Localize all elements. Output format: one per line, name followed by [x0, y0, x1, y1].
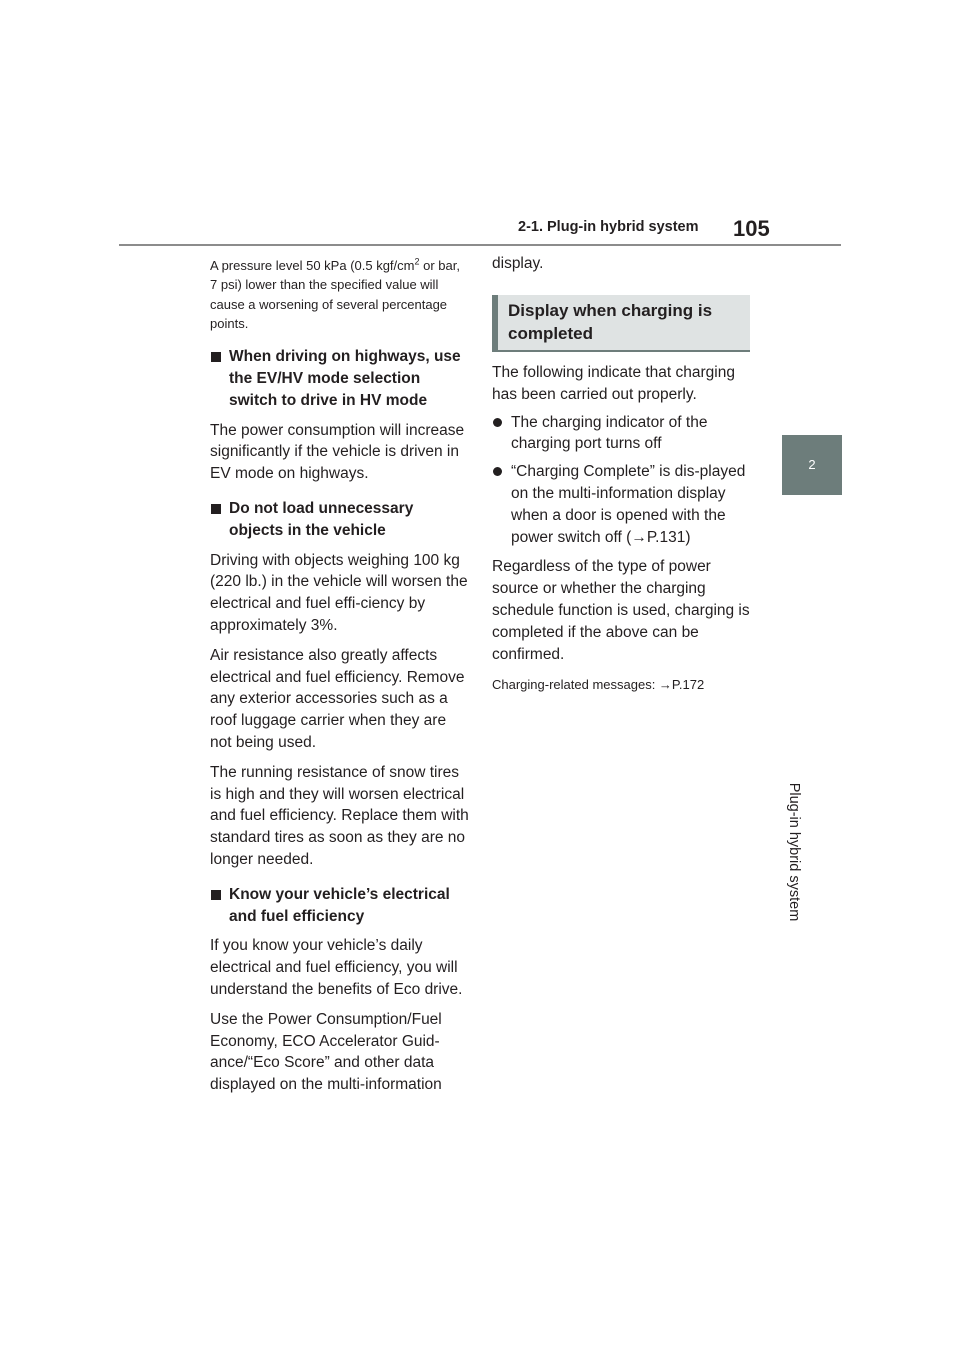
note-superscript: 2 [414, 256, 420, 267]
note-text-a: A pressure level 50 kPa (0.5 kgf/cm [210, 258, 415, 273]
bullet-dot-icon [493, 467, 502, 476]
paragraph: If you know your vehicle’s daily electrical and fuel efficiency, you will understand the benefits of Eco drive. [210, 937, 463, 998]
chapter-tab-label: Plug-in hybrid system [786, 782, 802, 922]
left-column [210, 256, 470, 1096]
section-heading-box: Display when charging is completed [492, 295, 750, 352]
paragraph: The following indicate that charging has been carried out properly. [492, 363, 735, 403]
paragraph: Driving with objects weighing 100 kg (220 lb.) in the vehicle will worsen the electrical and fuel effi-ciency by approximately 3%. [210, 551, 468, 634]
page-number: 105 [733, 216, 770, 241]
square-bullet-icon [211, 352, 221, 362]
subheading-text: Know your vehicle’s electrical and fuel efficiency [229, 885, 450, 925]
note-text-b: or bar, 7 psi) lower than the specified value will cause a worsening of several percentage points. [210, 258, 460, 331]
chapter-tab[interactable]: 2 [782, 435, 842, 495]
list-item [492, 461, 752, 548]
list-item-text: “Charging Complete” is dis-played on the multi-information display when a door is opened with the power switch off (→P.131) [511, 463, 746, 546]
subheading-unnecessary-objects [210, 498, 470, 542]
subheading-text: Do not load unnecessary objects in the vehicle [229, 499, 414, 539]
bullet-dot-icon [493, 418, 502, 427]
subheading-highways [210, 346, 470, 411]
header-divider [119, 244, 841, 246]
paragraph: Use the Power Consumption/Fuel Economy, ECO Accelerator Guid-ance/“Eco Score” and other data displayed on the multi-information [210, 1010, 442, 1094]
subheading-know-efficiency [210, 884, 470, 928]
right-column [492, 253, 752, 695]
square-bullet-icon [211, 890, 221, 900]
paragraph: Air resistance also greatly affects electrical and fuel efficiency. Remove any exterior accessories such as a roof luggage carrier when they are not being used. [210, 646, 465, 751]
tire-pressure-note [210, 256, 470, 333]
section-header: 2-1. Plug-in hybrid system [518, 219, 699, 235]
subheading-text: When driving on highways, use the EV/HV mode selection switch to drive in HV mode [229, 348, 461, 409]
square-bullet-icon [211, 504, 221, 514]
paragraph: The running resistance of snow tires is high and they will worsen electrical and fuel efficiency. Replace them with standard tires as soon as they are no longer needed. [210, 763, 469, 868]
list-item [492, 412, 752, 456]
paragraph: The power consumption will increase significantly if the vehicle is driven in EV mode on highways. [210, 421, 465, 483]
paragraph: Regardless of the type of power source or whether the charging schedule function is used, charging is completed if the above can be confirmed. [492, 558, 750, 663]
paragraph: display. [492, 255, 544, 272]
list-item-text: The charging indicator of the charging port turns off [511, 413, 708, 453]
cross-reference-note[interactable]: Charging-related messages: →P.172 [492, 677, 705, 693]
